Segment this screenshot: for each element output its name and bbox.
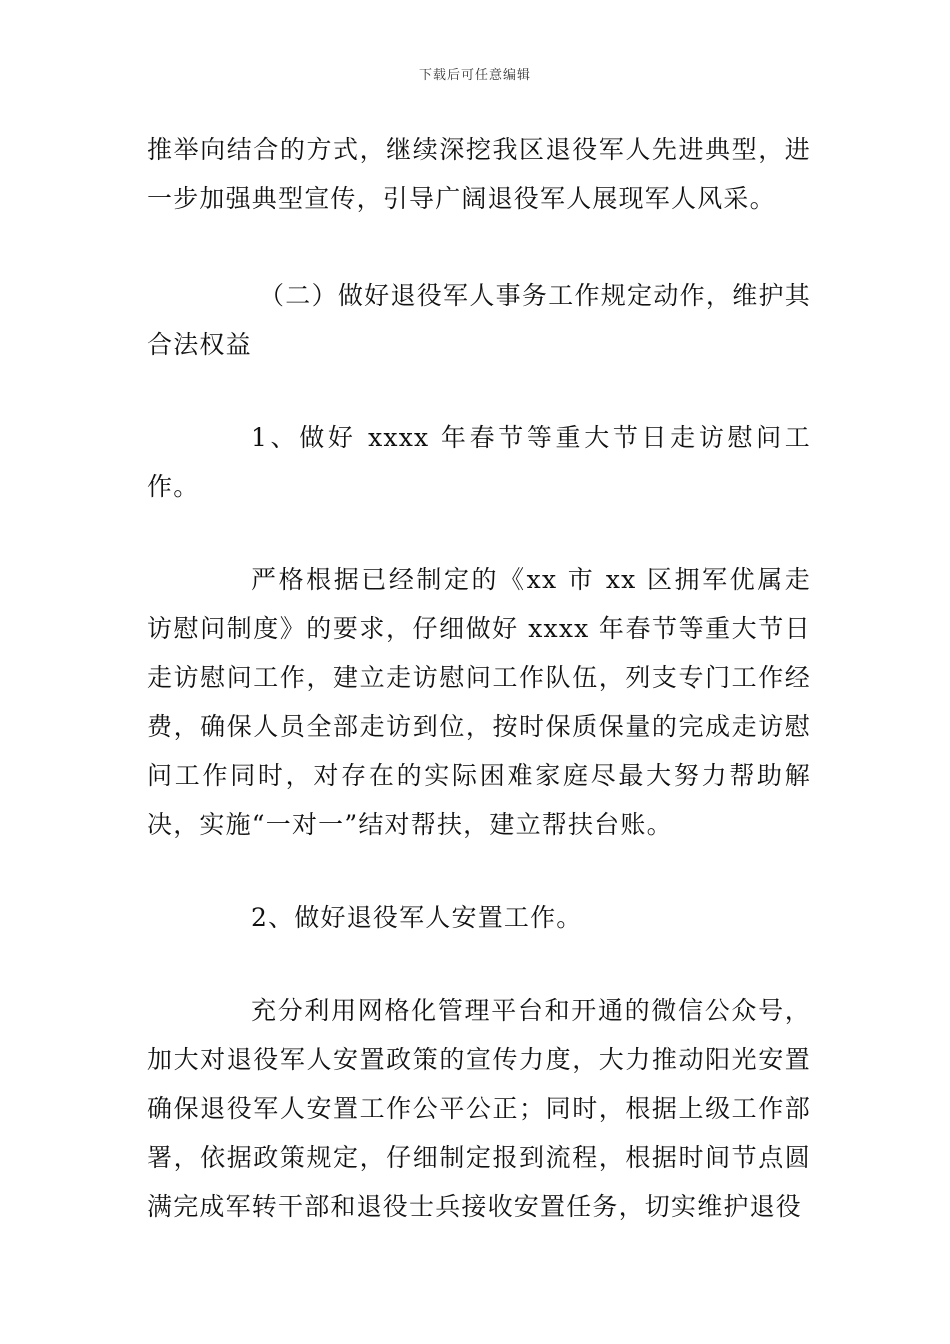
item-1-title: 1、做好 xxxx 年春节等重大节日走访慰问工作。 [147, 423, 811, 501]
page-header-note: 下载后可任意编辑 [418, 68, 531, 83]
item-2-body: 充分利用网格化管理平台和开通的微信公众号，加大对退役军人安置政策的宣传力度，大力推动阳光安置确保退役军人安置工作公平公正；同时，根据上级工作部署，依据政策规定，仔细制定报到流程，根据时间节点圆满完成军转干部和退役士兵接收安置任务，切实维护退役 [147, 996, 811, 1221]
section-heading-2: （二）做好退役军人事务工作规定动作，维护其合法权益 [147, 281, 811, 359]
paragraph-typical-promotion: 推举向结合的方式，继续深挖我区退役军人先进典型，进一步加强典型宣传，引导广阔退役军人展现军人风采。 [147, 135, 811, 213]
item-1-body: 严格根据已经制定的《xx 市 xx 区拥军优属走访慰问制度》的要求，仔细做好 xxxx 年春节等重大节日走访慰问工作，建立走访慰问工作队伍，列支专门工作经费，确保人员全部走访到位，按时保质保量的完成走访慰问工作同时，对存在的实际困难家庭尽最大努力帮助解决，实施“一对一”结对帮扶，建立帮扶台账。 [147, 565, 811, 839]
document-body [147, 125, 811, 1231]
item-2-title: 2、做好退役军人安置工作。 [251, 903, 583, 932]
